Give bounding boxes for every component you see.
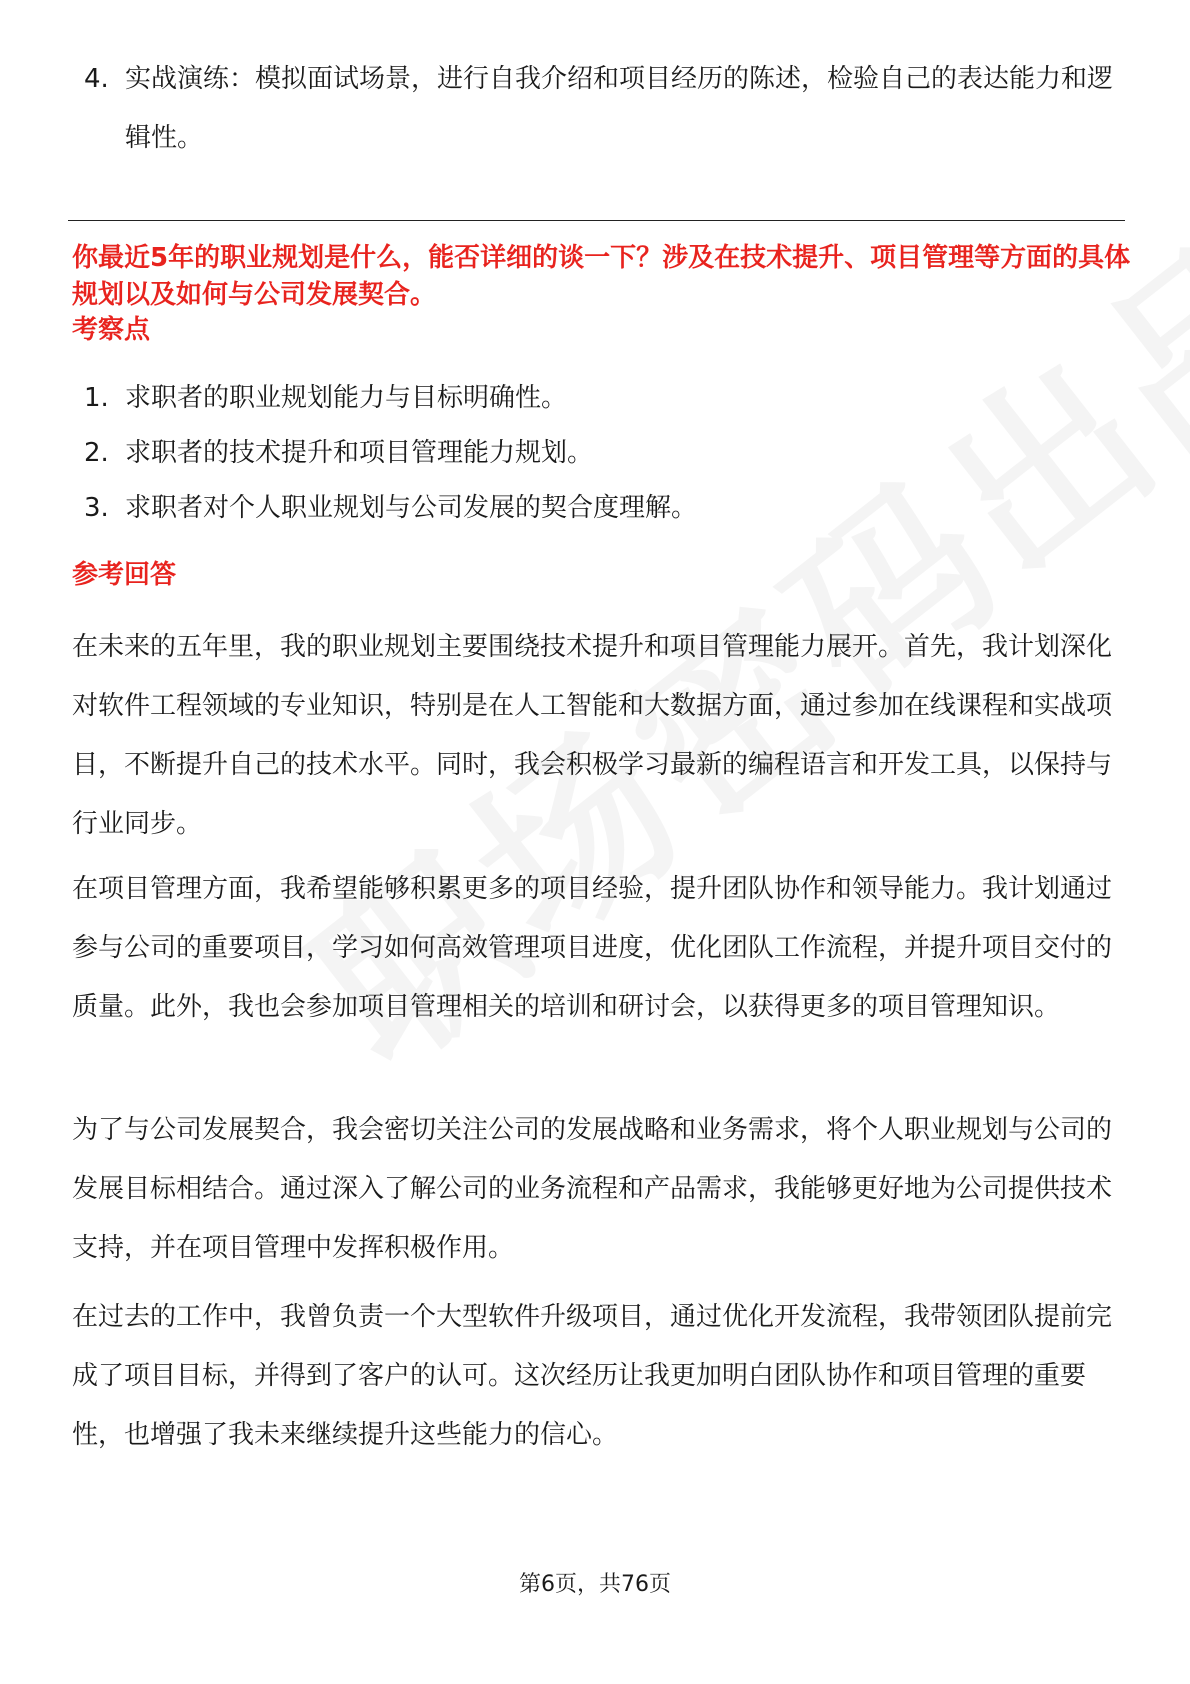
list-item-number: 3.	[84, 493, 109, 523]
answer-heading: 参考回答	[72, 560, 177, 590]
list-item	[84, 424, 1124, 483]
interview-question: 你最近5年的职业规划是什么，能否详细的谈一下？涉及在技术提升、项目管理等方面的具体规划以及如何与公司发展契合。	[72, 243, 1131, 310]
answer-paragraph: 在项目管理方面，我希望能够积累更多的项目经验，提升团队协作和领导能力。我计划通过参与公司的重要项目，学习如何高效管理项目进度，优化团队工作流程，并提升项目交付的质量。此外，我也会参加项目管理相关的培训和研讨会，以获得更多的项目管理知识。	[72, 874, 1113, 1022]
answer-paragraph: 在过去的工作中，我曾负责一个大型软件升级项目，通过优化开发流程，我带领团队提前完成了项目目标，并得到了客户的认可。这次经历让我更加明白团队协作和项目管理的重要性，也增强了我未来继续提升这些能力的信心。	[72, 1302, 1113, 1450]
page-number: 第6页，共76页	[519, 1572, 671, 1597]
section-divider	[68, 220, 1125, 221]
list-item-text: 实战演练：模拟面试场景，进行自我介绍和项目经历的陈述，检验自己的表达能力和逻辑性。	[125, 64, 1114, 153]
list-item-number: 1.	[84, 383, 109, 413]
answer-paragraph: 在未来的五年里，我的职业规划主要围绕技术提升和项目管理能力展开。首先，我计划深化对软件工程领域的专业知识，特别是在人工智能和大数据方面，通过参加在线课程和实战项目，不断提升自己的技术水平。同时，我会积极学习最新的编程语言和开发工具，以保持与行业同步。	[72, 632, 1113, 839]
answer-paragraph: 为了与公司发展契合，我会密切关注公司的发展战略和业务需求，将个人职业规划与公司的发展目标相结合。通过深入了解公司的业务流程和产品需求，我能够更好地为公司提供技术支持，并在项目管理中发挥积极作用。	[72, 1115, 1113, 1263]
list-item	[84, 50, 1124, 168]
list-item-number: 2.	[84, 438, 109, 468]
list-item-text: 求职者的技术提升和项目管理能力规划。	[125, 438, 594, 468]
list-item-text: 求职者的职业规划能力与目标明确性。	[125, 383, 568, 413]
list-item-text: 求职者对个人职业规划与公司发展的契合度理解。	[125, 493, 698, 523]
list-item	[84, 479, 1124, 538]
list-item	[84, 369, 1124, 428]
list-item-number: 4.	[84, 64, 109, 94]
points-heading: 考察点	[72, 315, 151, 345]
